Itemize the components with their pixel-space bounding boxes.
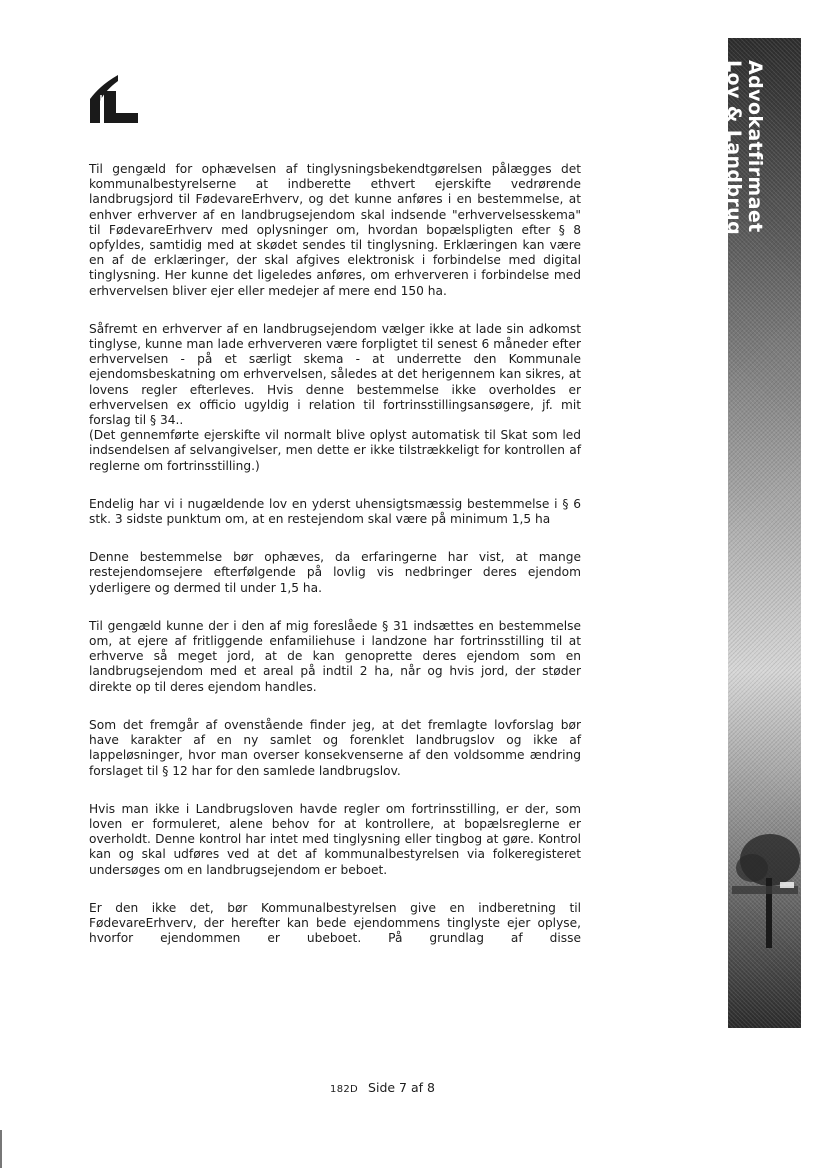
paragraph: Som det fremgår af ovenstående finder jeg, at det fremlagte lovforslag bør have karakter af en ny samlet og forenklet landbrugslov og ikke af lappeløsninger, hvor man overser konsekvenserne af den voldsomme ændring forslaget til § 12 har for den samlede landbrugslov. xyxy=(89,717,581,778)
paragraph: Denne bestemmelse bør ophæves, da erfaringerne har vist, at mange restejendomsejere efterfølgende på lovlig vis nedbringer deres ejendom yderligere og dermed til under 1,5 ha. xyxy=(89,550,581,595)
paragraph: Er den ikke det, bør Kommunalbestyrelsen give en indberetning til FødevareErhverv, der herefter kan bede ejendommens tinglyste ejer oplyse, hvorfor ejendommen er ubeboet. På grundlag af disse xyxy=(89,900,581,946)
logo-icon xyxy=(88,75,140,125)
sidebar-banner xyxy=(723,38,801,1028)
sidebar-title-line2: Lov & Landbrug xyxy=(723,60,745,236)
paragraph: Hvis man ikke i Landbrugsloven havde regler om fortrinsstilling, er der, som loven er formuleret, alene behov for at kontrollere, at bopælsreglerne er overholdt. Denne kontrol har intet med tinglysning eller tingbog at gøre. Kontrol kan og skal udføres ved at det af kommunalbestyrelsen via folkeregisteret undersøges om en landbrugsejendom er beboet. xyxy=(89,801,581,877)
paragraph: Endelig har vi i nugældende lov en yderst uhensigtsmæssig bestemmelse i § 6 stk. 3 sidste punktum om, at en restejendom skal være på minimum 1,5 ha xyxy=(89,496,581,527)
paragraph: Til gengæld for ophævelsen af tinglysningsbekendtgørelsen pålægges det kommunalbestyrelserne at indberette ethvert ejerskifte vedrørende landbrugsjord til FødevareErhverv, og det kunne anføres i en bestemmelse, at enhver erhverver af en landbrugsejendom skal indsende "erhvervelsesskema" til FødevareErhverv med oplysninger om, hvordan bopælspligten efter § 8 opfyldes, samtidig med at skødet sendes til tinglysning. Erklæringen kan være en af de erklæringer, der skal afgives elektronisk i forbindelse med digital tinglysning. Her kunne det ligeledes anføres, om erhververen i forbindelse med erhvervelsen bliver ejer eller medejer af mere end 150 ha. xyxy=(89,162,581,298)
document-code: 182D xyxy=(330,1084,359,1095)
page-number: Side 7 af 8 xyxy=(368,1080,435,1095)
paragraph: (Det gennemførte ejerskifte vil normalt blive oplyst automatisk til Skat som led indsendelsen af selvangivelser, men dette er ikke tilstrækkeligt for kontrollen af reglerne om fortrinsstilling.) xyxy=(89,428,581,473)
sidebar-title-line1: Advokatfirmaet xyxy=(744,60,766,233)
page-footer xyxy=(0,1080,765,1095)
document-body xyxy=(89,162,581,969)
paragraph: Til gengæld kunne der i den af mig foreslåede § 31 indsættes en bestemmelse om, at ejere af fritliggende enfamiliehuse i landzone har fortrinsstilling til at erhverve så meget jord, at de kan genoprette deres ejendom som en landbrugsejendom med et areal på indtil 2 ha, når og hvis jord, der støder direkte op til deres ejendom handles. xyxy=(89,618,581,694)
tree-silhouette-icon xyxy=(732,828,798,948)
sidebar-firm-name xyxy=(723,60,765,235)
paragraph: Såfremt en erhverver af en landbrugsejendom vælger ikke at lade sin adkomst tinglyse, kunne man lade erhververen være forpligtet til senest 6 måneder efter erhvervelsen - på et særligt skema - at underrette den Kommunale ejendomsbeskatning om erhvervelsen, således at det herigennem kan sikres, at lovens regler efterleves. Hvis denne bestemmelse ikke overholdes er erhvervelsen ex officio ugyldig i relation til fortrinsstillingsansøgere, jf. mit forslag til § 34.. xyxy=(89,321,581,428)
scan-edge-mark xyxy=(0,1130,2,1168)
